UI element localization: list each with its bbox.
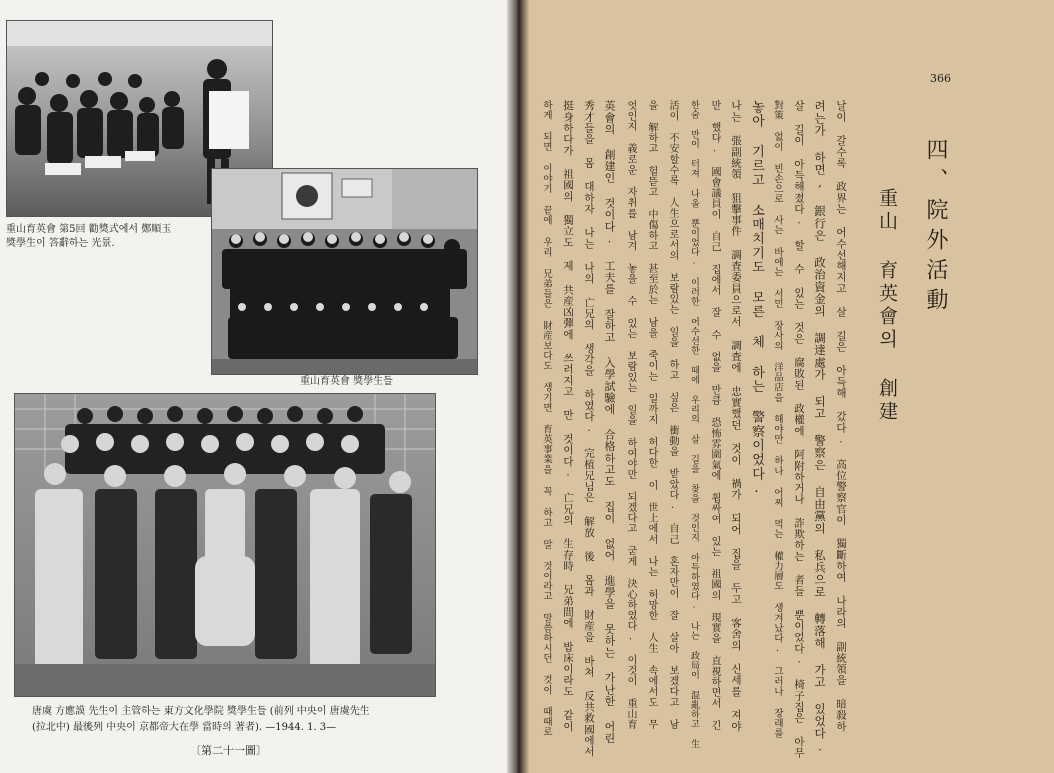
caption-scholarship-ceremony-2: 獎學生이 答辭하는 光景.	[6, 238, 115, 249]
body-column: 하게 되면 이야기 끝에 우리 兄弟들은 財産보다도 생기면 育英事業을 꼭 하고 말 것이라고 말씀하시던 것이 때때로	[541, 100, 552, 737]
body-column: 을 解하고 헐뜯고 中傷하고 甚至於는 남을 죽이는 일까지 허다한 이 世上에서 나는 허망한 人生 속에서도 무	[646, 100, 657, 730]
body-column: 만 했다. 國會議員이 自己 집에서 잘 수 없을 만큼 恐怖雰圍氣에 휩싸여 있는 祖國의 現實을 直視하면서 긴	[709, 100, 720, 731]
section-subheading: 重山 育英會의 創建	[876, 188, 898, 424]
page-number: 366	[930, 72, 951, 85]
section-heading: 四、院外活動	[923, 138, 948, 318]
caption-scholarship-students: 重山育英會 獎學生들	[300, 376, 393, 387]
body-column: 한숨 만이 터져 나올 뿐이었다. 이러한 어수선한 때에 우리의 살 길을 찾을 것인지 아득하였다. 나는 政局이 混亂하고 生	[689, 100, 699, 749]
body-column: 挺身하다가 祖國의 獨立도 제 共産凶彈에 쓰러지고 만 것이다. 亡兄의 生存時 兄弟間에 밥床이라도 같이	[562, 100, 574, 732]
photo-tongbang-students	[14, 393, 436, 697]
body-column: 秀才들을 몸 대하자 나는 나의 亡兄의 생각을 하였다. 完植兄님은 解放 後 몸과 財産을 바쳐 反共救國에서	[583, 100, 595, 757]
body-column: 對策 없이 빈손으로 사는 바에는 서민 장사의 洋品店을 해야만 하나 어찌 먹는 權力層도 생겨났다. 그러나 장래를	[772, 100, 783, 739]
body-column: 날이 갈수록 政界는 어수선해지고 살 길은 아득해 갔다. 高位警察官이 獨斷하여 나라의 副統領을 暗殺하	[835, 100, 847, 732]
book-gutter	[507, 0, 529, 773]
photo-scholarship-students	[211, 168, 478, 375]
caption-tongbang-students-2: (拉北中) 最後列 中央이 京都帝大在學 當時의 著者). —1944. 1. 3—	[32, 722, 337, 733]
caption-tongbang-students-1: 唐虞 方應謨 先生이 主管하는 東方文化學院 獎學生들 (前列 中央이 唐虞先生	[32, 706, 370, 717]
body-column: 엇인지 義로운 자취를 남겨 놓을 수 있는 보람있는 일을 하여야만 되겠다고 굳게 決心하였다. 이것이 重山育	[625, 100, 636, 730]
body-column: 살 길이 아득해졌다. 할 수 있는 것은 腐敗된 政權에 阿附하거나 詐欺하는 者들 뿐이었다. 椅子집은 아무	[793, 100, 805, 759]
figure-label: 〔第二十一圖〕	[190, 744, 267, 757]
caption-scholarship-ceremony-1: 重山育英會 第5回 勸獎式에서 鄭順玉	[6, 224, 172, 235]
body-column: 놓아 기르고 소매치기도 모른 체 하는 警察이었다.	[749, 100, 764, 498]
body-column: 나는 張副統領 狙擊事件 調査委員으로서 調査에 忠實했던 것이 禍가 되어 집을 두고 客舍의 신세를 져야	[730, 100, 742, 732]
body-column: 려는가 하면, 銀行은 政治資金의 調達處가 되고 警察은 自由黨의 私兵으로 轉落해 가고 있었다.	[813, 100, 827, 755]
body-column: 英會의 創建인 것이다. 工夫를 잘하고 入學試驗에 合格하고도 집이 없어 進學을 못하는 가난한 어린	[603, 100, 616, 744]
body-column: 活이 不安할수록 人生으로서의 보람있는 일을 하고 싶은 衝動을 받았다. 自己 혼자만이 잘 살아 보겠다고 남	[667, 100, 678, 730]
